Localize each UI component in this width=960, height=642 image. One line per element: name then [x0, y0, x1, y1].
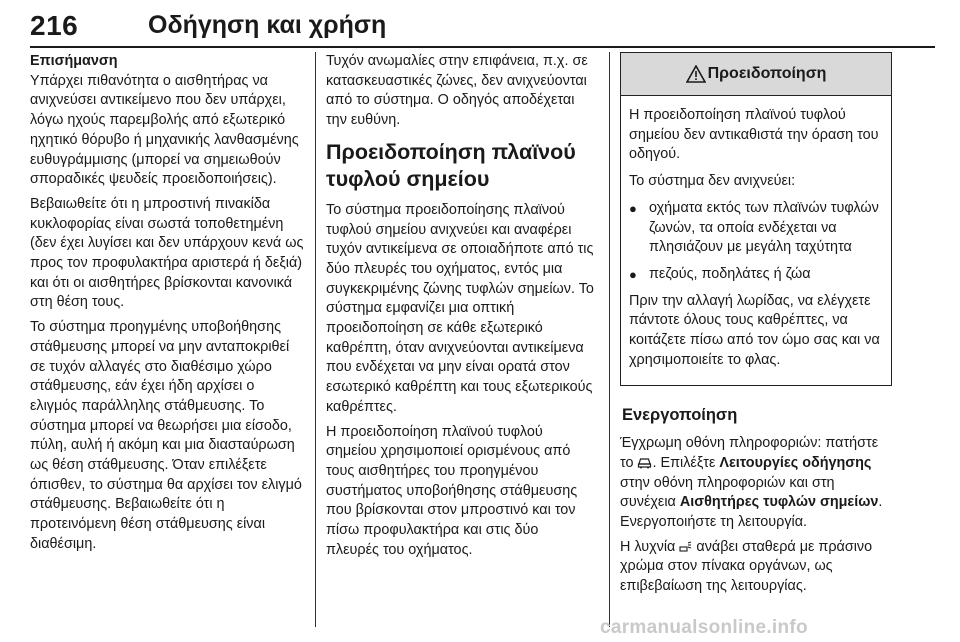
activation-paragraph: [620, 434, 892, 533]
menu-name-blind-spot-sensors: Αισθητήρες τυφλών σημείων: [679, 494, 879, 511]
column-right: [620, 52, 892, 602]
warning-box: [620, 52, 892, 386]
page-title: Οδήγηση και χρήση: [148, 11, 387, 39]
bullet-icon: ●: [629, 266, 637, 282]
text-run: Έγχρωμη οθόνη πληροφοριών: πατήστε το: [620, 435, 879, 471]
text-run: Η λυχνία: [620, 538, 676, 555]
warning-paragraph: Η προειδοποίηση πλαϊνού τυφλού σημείου δεν αντικαθιστά την όραση του οδηγού.: [629, 107, 879, 163]
bullet-item: [629, 199, 883, 258]
text-run: στην οθόνη πληροφοριών και στη συνέχεια: [620, 474, 835, 511]
menu-name-driving-functions: Λειτουργίες οδήγησης: [719, 454, 872, 471]
header-rule: [30, 46, 935, 48]
blind-spot-indicator-icon: [679, 541, 692, 553]
bullet-text: πεζούς, ποδηλάτες ή ζώα: [649, 265, 811, 282]
car-settings-icon: [637, 455, 652, 469]
page-number: 216: [30, 10, 79, 41]
paragraph: Η προειδοποίηση πλαϊνού τυφλού σημείου χρησιμοποιεί ορισμένους από τους αισθητήρες του προηγμένου συστήματος υποβοήθησης στάθμευσης που βρίσκονται στον μπροστινό και τον πίσω προφυλακτήρα και στις δύο πλευρές του οχήματος.: [326, 423, 578, 558]
paragraph: Το σύστημα προειδοποίησης πλαϊνού τυφλού σημείου ανιχνεύει και αναφέρει τυχόν αντικείμενα σε οποιαδήποτε από τις δύο πλευρές του οχήματος, εντός μια συγκεκριμένης ζώνης τυφλών σημείων. Το σύστημα εμφανίζει μια οπτική προειδοποίηση σε κάθε εξωτερικό καθρέπτη, όταν ανιχνεύονται αντικείμενα που ενδέχεται να μην είναι ορατά στον εσωτερικό καθρέπτη και τους εξωτερικούς καθρέπτες.: [326, 201, 594, 415]
warning-triangle-icon: [686, 65, 706, 83]
text-run: . Ενεργοποιήστε τη λειτουργία.: [620, 494, 883, 530]
column-middle: [326, 52, 594, 565]
bullet-icon: ●: [629, 200, 637, 216]
warning-title: Προειδοποίηση: [707, 65, 827, 83]
text-run: . Επιλέξτε: [652, 454, 716, 471]
text-run: ανάβει σταθερά με πράσινο χρώμα στον πίνακα οργάνων, ως επιβεβαίωση της λειτουργίας.: [620, 538, 873, 595]
activation-heading: Ενεργοποίηση: [622, 406, 738, 425]
paragraph: Το σύστημα προηγμένης υποβοήθησης στάθμευσης μπορεί να μην ανταποκριθεί σε τυχόν αλλαγές στο διαθέσιμο χώρο στάθμευσης, εάν έχει ήδη αρχίσει ο ελιγμός παράλληλης στάθμευσης. Το σύστημα μπορεί να θεωρήσει μια είσοδο, πύλη, αυλή ή ακόμη και μια διασταύρωση ως θέση στάθμευσης. Όταν επιλέξετε όπισθεν, το σύστημα θα αρχίσει τον ελιγμό στάθμευσης. Βεβαιωθείτε ότι η προτεινόμενη θέση στάθμευσης είναι διαθέσιμη.: [30, 319, 302, 552]
warning-paragraph: Πριν την αλλαγή λωρίδας, να ελέγχετε πάντοτε όλους τους καθρέπτες, να κοιτάζετε πίσω από τον ώμο σας και να χρησιμοποιείτε το φλας.: [629, 292, 880, 368]
note-text: Υπάρχει πιθανότητα ο αισθητήρας να ανιχνεύσει αντικείμενο που δεν υπάρχει, λόγω ηχούς παρεμβολής από εξωτερικό ηχητικό θόρυβο ή μηχανικής λανθασμένης ευθυγράμμισης (μπορεί να σημειωθούν σποραδικές ψευδείς προειδοποιήσεις).: [30, 72, 299, 188]
warning-paragraph: Το σύστημα δεν ανιχνεύει:: [629, 173, 796, 190]
paragraph: Βεβαιωθείτε ότι η μπροστινή πινακίδα κυκλοφορίας είναι σωστά τοποθετημένη (δεν έχει λυγίσει και δεν υπάρχουν κενά ως προς τον προφυλακτήρα αριστερά ή δεξιά) και ότι οι αισθητήρες βρίσκονται κανονικά στη θέση τους.: [30, 195, 304, 311]
note-block: [30, 52, 304, 190]
warning-body: [621, 96, 891, 385]
column-left: [30, 52, 304, 560]
bullet-item: [629, 265, 883, 285]
activation-paragraph: [620, 538, 892, 597]
paragraph: Τυχόν ανωμαλίες στην επιφάνεια, π.χ. σε κατασκευαστικές ζώνες, δεν ανιχνεύονται από το σύστημα. Ο οδηγός αποδέχεται την ευθύνη.: [326, 53, 588, 129]
column-divider: [315, 52, 316, 627]
watermark-text: carmanualsonline.info: [600, 617, 808, 638]
column-divider: [609, 52, 610, 627]
warning-header: [621, 53, 891, 96]
bullet-text: οχήματα εκτός των πλαϊνών τυφλών ζωνών, τα οποία ενδέχεται να πλησιάζουν με μεγάλη ταχύτητα: [649, 199, 879, 256]
note-title: Επισήμανση: [30, 53, 118, 69]
section-heading: Προειδοποίηση πλαϊνού τυφλού σημείου: [326, 139, 576, 191]
page-header: [30, 4, 935, 46]
